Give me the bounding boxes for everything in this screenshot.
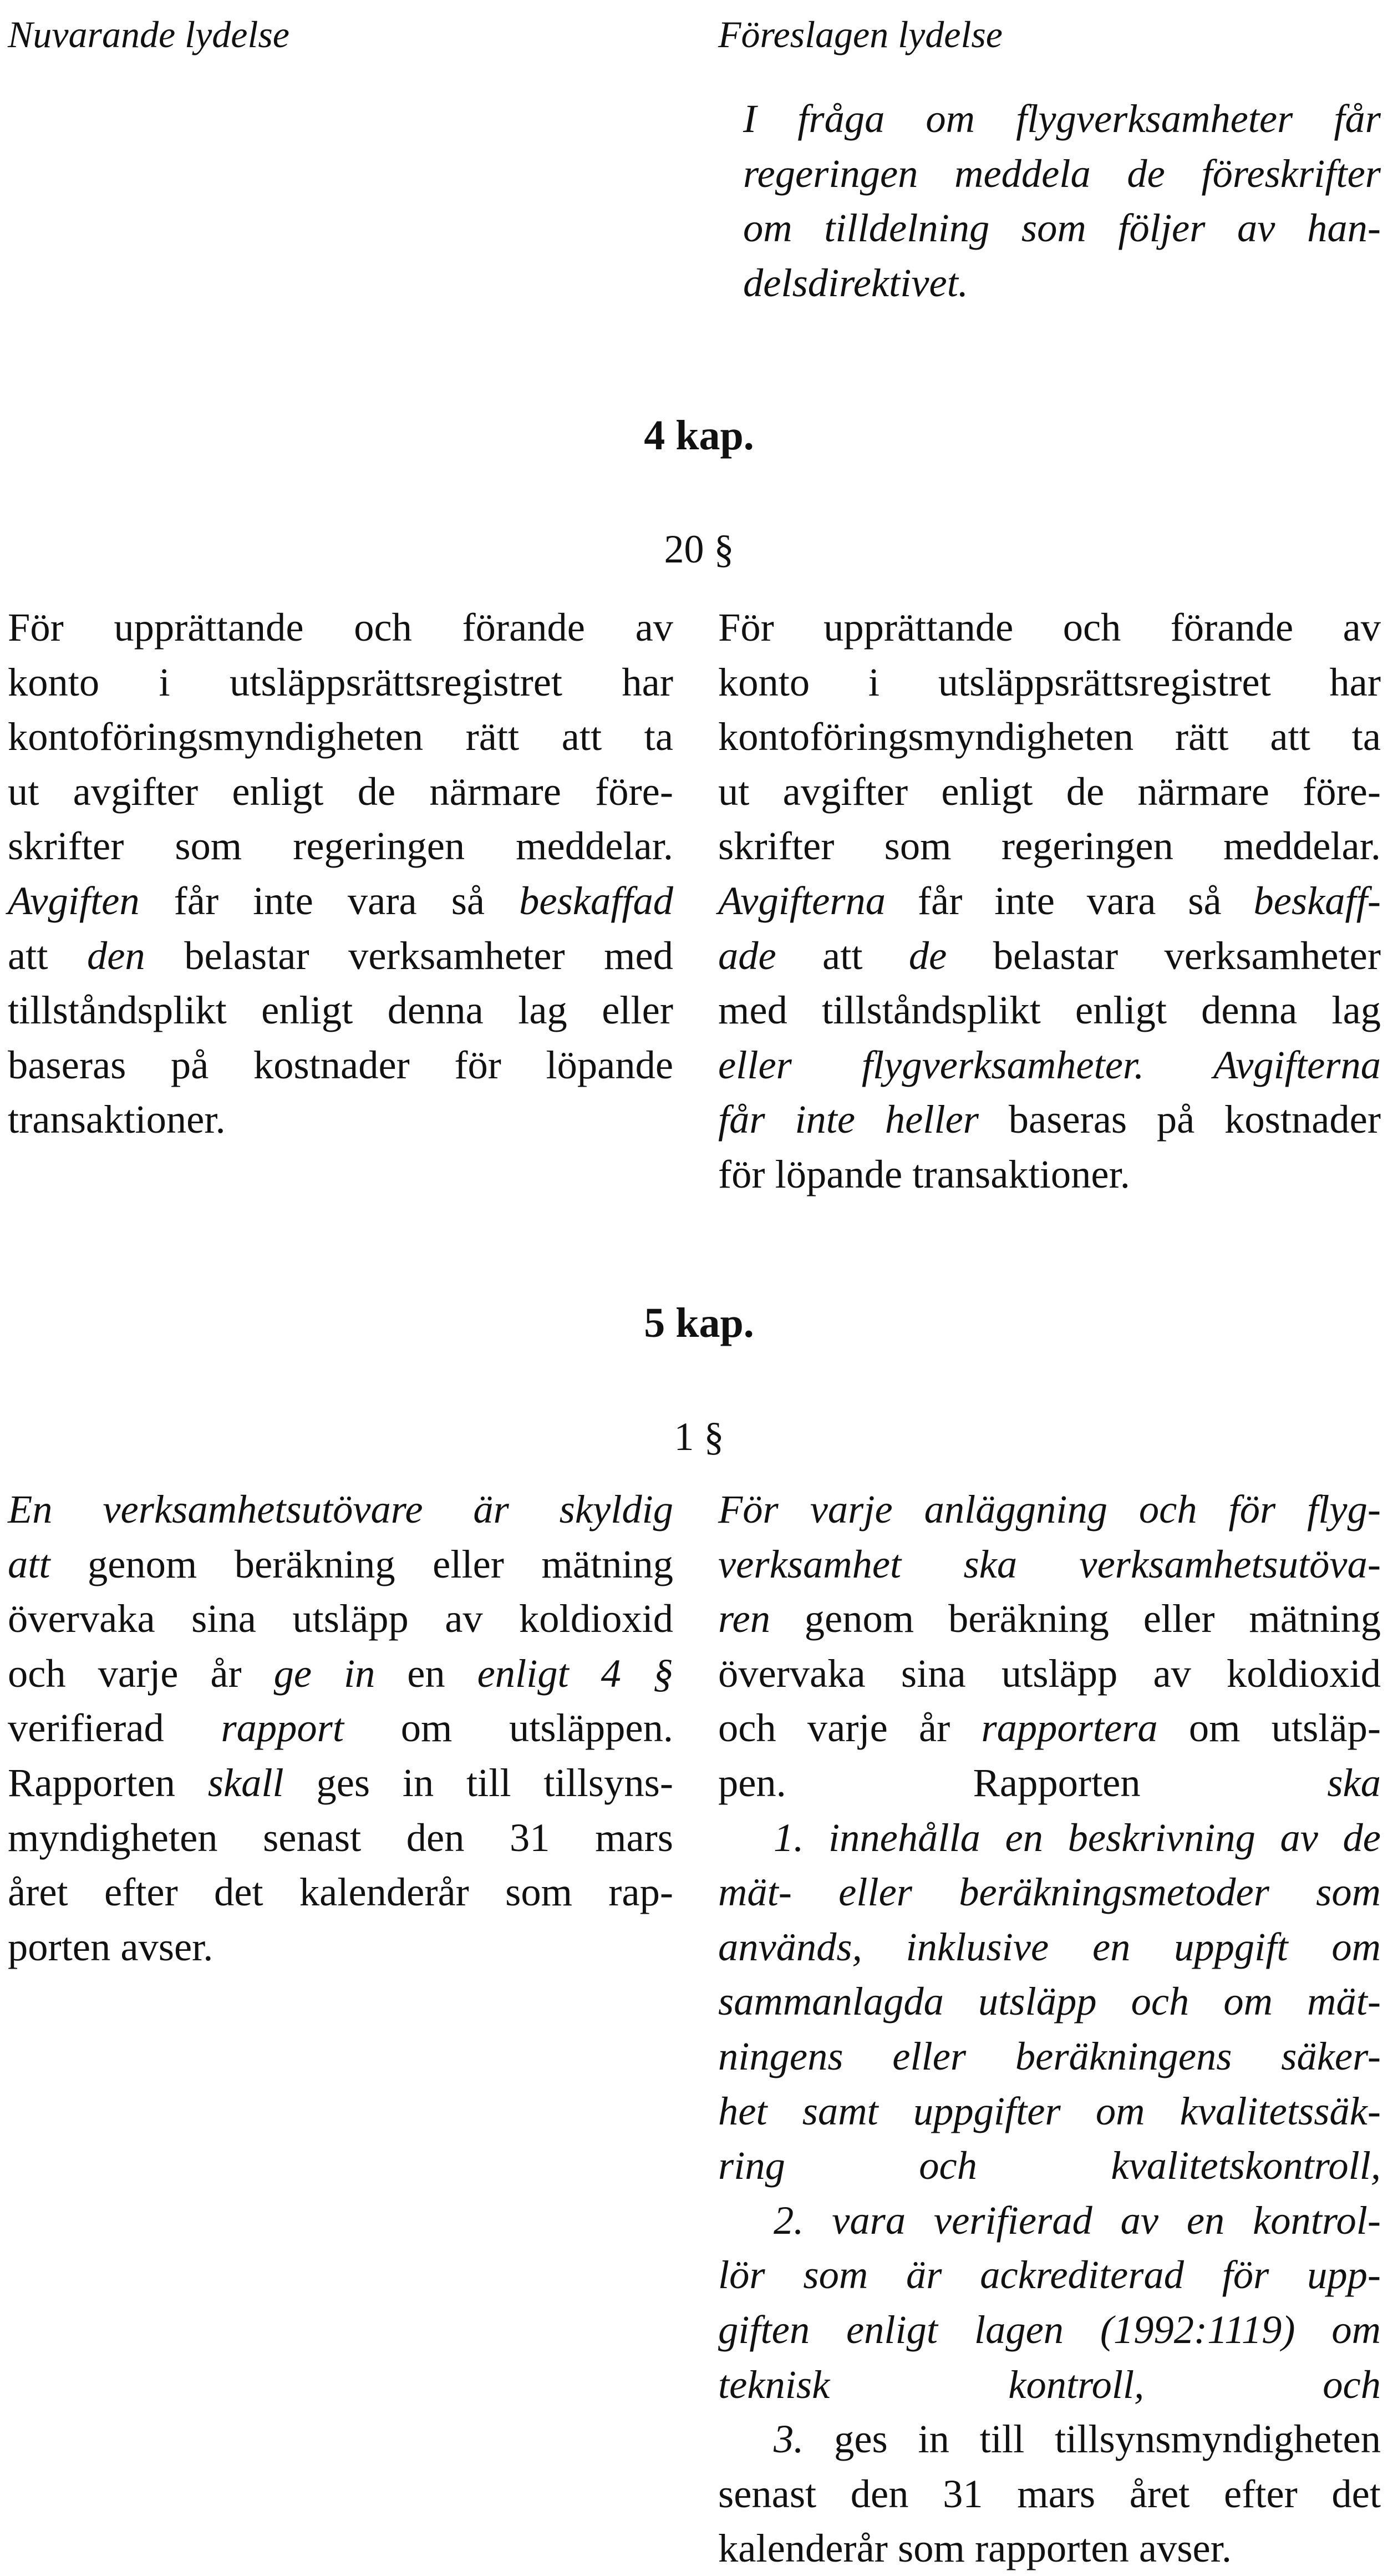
italic-run: giften enligt lagen (1992:1119) om xyxy=(718,2306,1381,2352)
text-run: ges in till tillsyns- xyxy=(283,1759,673,1805)
text-line xyxy=(8,764,673,819)
text-run: genom beräkning eller mätning xyxy=(50,1541,673,1586)
italic-run: får inte heller xyxy=(718,1097,979,1142)
italic-run: ring och kvalitetskontroll, xyxy=(718,2143,1381,2188)
text-line xyxy=(718,2248,1381,2303)
text-line xyxy=(8,1038,673,1093)
column-heading-current: Nuvarande lydelse xyxy=(8,13,289,55)
italic-run: teknisk kontroll, och xyxy=(718,2361,1381,2407)
text-line xyxy=(718,2303,1381,2357)
text-run: en xyxy=(375,1650,477,1696)
text-line: I fråga om flygverksamheter får xyxy=(743,96,1381,141)
text-line xyxy=(718,1974,1381,2029)
italic-run: 2. vara verifierad av en kontrol- xyxy=(774,2197,1381,2243)
text-run: och varje år xyxy=(718,1705,982,1751)
text-line xyxy=(718,874,1381,929)
italic-run: de xyxy=(908,932,947,978)
text-line xyxy=(718,1537,1381,1592)
text-run: belastar verksamheter xyxy=(947,932,1381,978)
text-line xyxy=(718,1920,1381,1975)
italic-run: Avgifterna xyxy=(718,878,886,923)
text-run: med tillståndsplikt enligt denna lag xyxy=(718,987,1381,1033)
italic-run: eller flygverksamheter. Avgifterna xyxy=(718,1042,1381,1087)
ch4-s20-current-text xyxy=(8,600,673,1147)
text-run: senast den 31 mars året efter det xyxy=(718,2471,1381,2516)
text-line xyxy=(718,2357,1381,2412)
text-run: Rapporten xyxy=(8,1759,208,1805)
italic-run: verksamhet ska verksamhetsutöva- xyxy=(718,1541,1381,1586)
italic-run: används, inklusive en uppgift om xyxy=(718,1924,1381,1969)
text-line xyxy=(8,1756,673,1811)
italic-run: rapport xyxy=(221,1705,344,1751)
italic-run: beskaffad xyxy=(519,878,673,923)
text-line xyxy=(718,2138,1381,2193)
text-run: får inte vara så xyxy=(139,878,520,923)
text-run: konto i utsläppsrättsregistret har xyxy=(8,659,673,704)
text-run: övervaka sina utsläpp av koldioxid xyxy=(8,1596,673,1641)
ch5-s1-proposed-text xyxy=(718,1482,1381,2576)
text-run: kalenderår som rapporten avser. xyxy=(718,2526,1232,2571)
text-run: tillståndsplikt enligt denna lag eller xyxy=(8,987,673,1033)
italic-run: Avgiften xyxy=(8,878,140,923)
column-heading-proposed: Föreslagen lydelse xyxy=(718,13,1003,55)
text-line xyxy=(8,709,673,764)
chapter-heading-5: 5 kap. xyxy=(644,1300,754,1346)
italic-run: 1. innehålla en beskrivning av de xyxy=(774,1814,1381,1860)
ch4-s20-proposed-text xyxy=(718,600,1381,1202)
text-run: verifierad xyxy=(8,1705,221,1751)
text-run: belastar verksamheter med xyxy=(145,932,673,978)
intro-paragraph-proposed xyxy=(743,92,1381,310)
italic-run: 3. xyxy=(774,2416,804,2462)
text-line: regeringen meddela de föreskrifter xyxy=(743,150,1381,196)
text-line xyxy=(718,1038,1381,1093)
text-run: att xyxy=(776,932,909,978)
text-line xyxy=(8,929,673,983)
text-line xyxy=(718,983,1381,1038)
text-line xyxy=(718,764,1381,819)
text-run: om utsläp- xyxy=(1157,1705,1381,1751)
section-heading-1: 1 § xyxy=(674,1414,724,1459)
italic-run: het samt uppgifter om kvalitetssäk- xyxy=(718,2088,1381,2133)
text-line xyxy=(718,2412,1381,2467)
text-line xyxy=(8,600,673,655)
text-line xyxy=(718,1865,1381,1920)
italic-run: att xyxy=(8,1541,50,1586)
text-line xyxy=(718,1646,1381,1701)
text-line xyxy=(718,2521,1381,2576)
text-run: året efter det kalenderår som rap- xyxy=(8,1869,673,1915)
text-run: ut avgifter enligt de närmare före- xyxy=(8,768,673,814)
text-line xyxy=(718,1811,1381,1865)
text-run: skrifter som regeringen meddelar. xyxy=(8,823,673,869)
ch5-s1-current-text xyxy=(8,1482,673,1974)
text-line xyxy=(718,2029,1381,2084)
italic-run: beskaff- xyxy=(1253,878,1381,923)
text-run: skrifter som regeringen meddelar. xyxy=(718,823,1381,869)
italic-run: mät- eller beräkningsmetoder som xyxy=(718,1869,1381,1915)
text-line xyxy=(8,874,673,929)
text-line xyxy=(8,1482,673,1537)
text-line: om tilldelning som följer av han- xyxy=(743,205,1381,251)
text-run: baseras på kostnader för löpande xyxy=(8,1042,673,1087)
text-line xyxy=(8,1920,673,1975)
text-line xyxy=(8,1865,673,1920)
italic-run: rapportera xyxy=(981,1705,1158,1751)
text-run: kontoföringsmyndigheten rätt att ta xyxy=(718,714,1381,759)
italic-run: enligt 4 § xyxy=(477,1650,673,1696)
text-line xyxy=(718,2467,1381,2522)
text-line xyxy=(718,1701,1381,1756)
text-run: för löpande transaktioner. xyxy=(718,1151,1130,1196)
text-line xyxy=(718,819,1381,874)
italic-run: sammanlagda utsläpp och om mät- xyxy=(718,1979,1381,2024)
text-line xyxy=(718,1482,1381,1537)
text-run: konto i utsläppsrättsregistret har xyxy=(718,659,1381,704)
text-line xyxy=(8,1811,673,1865)
text-line xyxy=(8,1646,673,1701)
text-run: och varje år xyxy=(8,1650,274,1696)
text-run: ut avgifter enligt de närmare före- xyxy=(718,768,1381,814)
text-line xyxy=(718,929,1381,983)
text-run: övervaka sina utsläpp av koldioxid xyxy=(718,1650,1381,1696)
text-line xyxy=(718,1092,1381,1147)
section-heading-20: 20 § xyxy=(664,527,734,571)
text-run: ges in till tillsynsmyndigheten xyxy=(804,2416,1381,2462)
text-run: transaktioner. xyxy=(8,1097,226,1142)
text-run: För upprättande och förande av xyxy=(718,605,1381,650)
italic-run: ade xyxy=(718,932,776,978)
text-line xyxy=(8,983,673,1038)
italic-run: För varje anläggning och för flyg- xyxy=(718,1487,1381,1532)
text-line xyxy=(718,655,1381,710)
text-line xyxy=(8,1092,673,1147)
text-line xyxy=(8,655,673,710)
text-run: kontoföringsmyndigheten rätt att ta xyxy=(8,714,673,759)
italic-run: lör som är ackrediterad för upp- xyxy=(718,2252,1381,2298)
text-run: genom beräkning eller mätning xyxy=(770,1596,1381,1641)
text-run: För upprättande och förande av xyxy=(8,605,673,650)
text-run: baseras på kostnader xyxy=(979,1097,1381,1142)
italic-run: den xyxy=(87,932,145,978)
text-run: får inte vara så xyxy=(886,878,1254,923)
italic-run: skall xyxy=(207,1759,284,1805)
text-line xyxy=(718,2193,1381,2248)
text-run: myndigheten senast den 31 mars xyxy=(8,1814,673,1860)
text-line xyxy=(8,1701,673,1756)
italic-run: ge in xyxy=(273,1650,375,1696)
text-line: delsdirektivet. xyxy=(743,260,968,305)
text-line xyxy=(718,2084,1381,2139)
italic-run: ren xyxy=(718,1596,770,1641)
text-line xyxy=(8,1537,673,1592)
text-line xyxy=(8,819,673,874)
italic-run: ska xyxy=(1327,1759,1381,1805)
text-run: om utsläppen. xyxy=(344,1705,673,1751)
text-line xyxy=(718,1147,1381,1202)
italic-run: En verksamhetsutövare är skyldig xyxy=(8,1487,673,1532)
text-line xyxy=(718,1756,1381,1811)
chapter-heading-4: 4 kap. xyxy=(644,412,754,459)
text-line xyxy=(718,600,1381,655)
text-line xyxy=(718,1591,1381,1646)
text-line xyxy=(718,709,1381,764)
text-run: att xyxy=(8,932,87,978)
text-line xyxy=(8,1591,673,1646)
text-run: pen. Rapporten xyxy=(718,1759,1328,1805)
italic-run: ningens eller beräkningens säker- xyxy=(718,2033,1381,2078)
text-run: porten avser. xyxy=(8,1924,213,1969)
